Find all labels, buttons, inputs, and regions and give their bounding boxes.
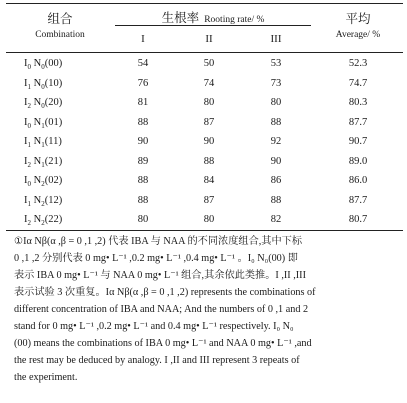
combination-code: (01) xyxy=(44,117,63,128)
combination-code: (10) xyxy=(44,78,63,89)
iba-subscript: 1 xyxy=(27,141,31,150)
combination-label: $I_2$ $N_0(20)$ xyxy=(24,97,63,111)
iba-subscript: 0 xyxy=(27,180,31,189)
combination-label: $I_2$ $N_2(22)$ xyxy=(24,214,63,228)
rep2-cell: 50 xyxy=(203,58,215,69)
average-cell: 52.3 xyxy=(348,58,368,69)
rep3-cell: 86 xyxy=(270,175,282,186)
rep3-cell: 73 xyxy=(270,78,282,89)
combination-label: $I_1$ $N_0(10)$ xyxy=(24,78,63,92)
naa-subscript: 1 xyxy=(41,122,45,131)
rep3-cell: 53 xyxy=(270,58,282,69)
rep2-cell: 90 xyxy=(203,136,215,147)
rep1-cell: 88 xyxy=(137,195,149,206)
rep2-cell: 80 xyxy=(203,214,215,225)
average-cell: 90.7 xyxy=(348,136,368,147)
rep1-cell: 80 xyxy=(137,214,149,225)
naa-subscript: 0 xyxy=(41,102,45,111)
iba-subscript: 0 xyxy=(27,122,31,131)
combination-code: (12) xyxy=(44,195,63,206)
combination-label: $I_0$ $N_0(00)$ xyxy=(24,58,63,72)
average-cell: 80.3 xyxy=(348,97,368,108)
rep1-cell: 88 xyxy=(137,117,149,128)
combination-label: $I_0$ $N_1(01)$ xyxy=(24,117,63,131)
combination-code: (00) xyxy=(44,58,63,69)
rooting-header-en: Rooting rate/ % xyxy=(204,15,265,25)
rooting-header-cn: 生根率 xyxy=(161,10,200,25)
combination-label: $I_1$ $N_2(12)$ xyxy=(24,195,63,209)
iba-subscript: 1 xyxy=(27,83,31,92)
iba-subscript: 2 xyxy=(27,161,31,170)
average-cell: 87.7 xyxy=(348,117,368,128)
table-footnote xyxy=(14,233,397,386)
footnote-line: the experiment. xyxy=(14,372,78,383)
naa-subscript: 1 xyxy=(41,161,45,170)
naa-subscript: 2 xyxy=(41,180,45,189)
combination-code: (02) xyxy=(44,175,63,186)
footnote-line: (00) means the combinations of IBA 0 mg• L⁻¹ and NAA 0 mg• L⁻¹ ,and xyxy=(14,338,312,349)
combination-label: $I_1$ $N_1(11)$ xyxy=(24,136,62,150)
naa-subscript: 2 xyxy=(41,219,45,228)
average-cell: 86.0 xyxy=(348,175,368,186)
iba-subscript: 0 xyxy=(27,63,31,72)
rep2-cell: 87 xyxy=(203,195,215,206)
rep3-cell: 92 xyxy=(270,136,282,147)
footnote-line: 0 ,1 ,2 分别代表 0 mg• L⁻¹ ,0.2 mg• L⁻¹ ,0.4 mg• L⁻¹ 。I₀ N₀(00) 即 xyxy=(14,253,298,264)
rep1-cell: 89 xyxy=(137,156,149,167)
average-cell: 74.7 xyxy=(348,78,368,89)
combination-code: (21) xyxy=(44,156,63,167)
combination-code: (11) xyxy=(44,136,62,147)
rep3-cell: 88 xyxy=(270,117,282,128)
combination-label: $I_0$ $N_2(02)$ xyxy=(24,175,63,189)
footnote-line: different concentration of IBA and NAA; And the numbers of 0 ,1 and 2 xyxy=(14,304,309,315)
naa-subscript: 0 xyxy=(41,83,45,92)
average-header-cn: 平均 xyxy=(345,11,371,26)
rep2-cell: 80 xyxy=(203,97,215,108)
rep1-cell: 76 xyxy=(137,78,149,89)
combination-label: $I_2$ $N_1(21)$ xyxy=(24,156,63,170)
rep3-cell: 80 xyxy=(270,97,282,108)
average-cell: 89.0 xyxy=(348,156,368,167)
rep1-cell: 88 xyxy=(137,175,149,186)
rep-header-3: III xyxy=(270,33,282,45)
footnote-line: 表示试验 3 次重复。Iα Nβ(α ,β = 0 ,1 ,2) represents the combinations of xyxy=(14,287,316,298)
footnote-line: stand for 0 mg• L⁻¹ ,0.2 mg• L⁻¹ and 0.4 mg• L⁻¹ respectively. I₀ N₀ xyxy=(14,321,294,332)
rep1-cell: 90 xyxy=(137,136,149,147)
naa-subscript: 0 xyxy=(41,63,45,72)
rep1-cell: 81 xyxy=(137,97,149,108)
iba-subscript: 1 xyxy=(27,200,31,209)
footnote-line: the rest may be deduced by analogy. I ,II and III represent 3 repeats of xyxy=(14,355,300,366)
rep2-cell: 87 xyxy=(203,117,215,128)
rep1-cell: 54 xyxy=(137,58,149,69)
rep-header-1: I xyxy=(141,33,145,45)
average-cell: 87.7 xyxy=(348,195,368,206)
naa-subscript: 2 xyxy=(41,200,45,209)
rep3-cell: 90 xyxy=(270,156,282,167)
group-header-en: Combination xyxy=(35,30,85,40)
combination-code: (22) xyxy=(44,214,63,225)
naa-subscript: 1 xyxy=(41,141,45,150)
group-header-cn: 组合 xyxy=(47,11,73,26)
table-bottom-rule xyxy=(6,230,403,231)
average-header-en: Average/ % xyxy=(335,30,381,40)
iba-subscript: 2 xyxy=(27,219,31,228)
footnote-line: 表示 IBA 0 mg• L⁻¹ 与 NAA 0 mg• L⁻¹ 组合,其余依此类推。I ,II ,III xyxy=(14,270,306,281)
rep2-cell: 88 xyxy=(203,156,215,167)
iba-subscript: 2 xyxy=(27,102,31,111)
rep3-cell: 82 xyxy=(270,214,282,225)
rooting-rate-header xyxy=(115,7,311,26)
rep3-cell: 88 xyxy=(270,195,282,206)
table-top-rule xyxy=(6,3,403,4)
header-bottom-rule xyxy=(6,52,403,53)
combination-code: (20) xyxy=(44,97,63,108)
rep2-cell: 74 xyxy=(203,78,215,89)
rep-header-2: II xyxy=(205,33,213,45)
rep2-cell: 84 xyxy=(203,175,215,186)
footnote-line: ①Iα Nβ(α ,β = 0 ,1 ,2) 代表 IBA 与 NAA 的不同浓度组合,其中下标 xyxy=(14,236,303,247)
average-cell: 80.7 xyxy=(348,214,368,225)
